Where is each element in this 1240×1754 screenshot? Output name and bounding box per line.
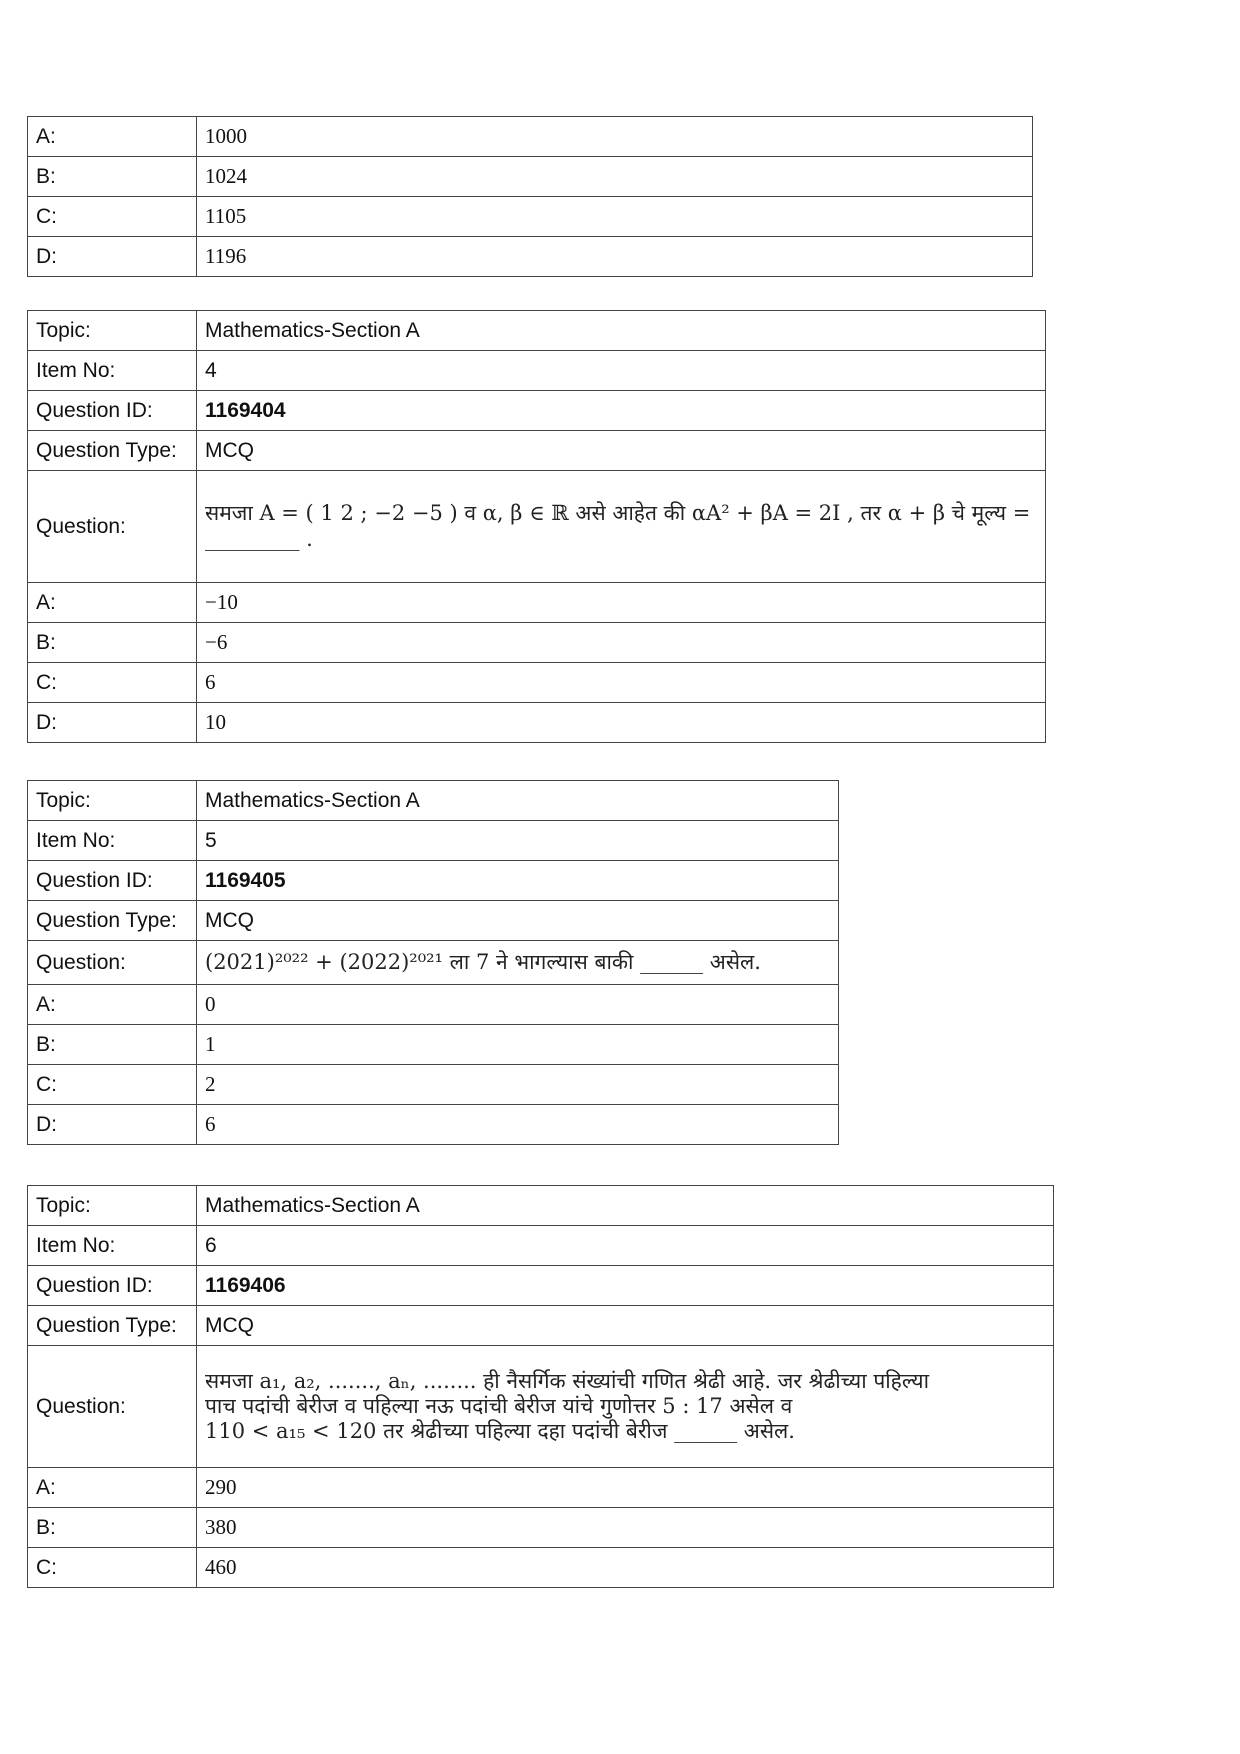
question-type-value: MCQ <box>197 431 1046 471</box>
option-row <box>28 1468 1054 1508</box>
option-value: 1196 <box>197 237 1033 277</box>
option-label: D: <box>28 237 197 277</box>
item-no-row <box>28 821 839 861</box>
question-type-label: Question Type: <box>28 431 197 471</box>
question-id-row <box>28 1266 1054 1306</box>
question-line: पाच पदांची बेरीज व पहिल्या नऊ पदांची बेरीज यांचे गुणोत्तर 5 : 17 असेल व <box>205 1393 793 1418</box>
option-value: 2 <box>197 1065 839 1105</box>
option-value: 10 <box>197 703 1046 743</box>
topic-row <box>28 311 1046 351</box>
option-label: A: <box>28 583 197 623</box>
option-label: A: <box>28 117 197 157</box>
question-row <box>28 1346 1054 1468</box>
question-id-row <box>28 391 1046 431</box>
question-text <box>197 1346 1054 1468</box>
question-id-label: Question ID: <box>28 1266 197 1306</box>
option-row <box>28 583 1046 623</box>
option-label: C: <box>28 663 197 703</box>
question-text: (2021)²⁰²² + (2022)²⁰²¹ ला 7 ने भागल्यास बाकी ______ असेल. <box>197 941 839 985</box>
topic-row <box>28 1186 1054 1226</box>
option-row <box>28 237 1033 277</box>
option-label: B: <box>28 157 197 197</box>
options-table-previous <box>27 116 1033 277</box>
option-label: C: <box>28 1548 197 1588</box>
option-value: −10 <box>197 583 1046 623</box>
option-value: 1024 <box>197 157 1033 197</box>
option-row <box>28 1548 1054 1588</box>
question-id-label: Question ID: <box>28 391 197 431</box>
option-label: D: <box>28 703 197 743</box>
option-row <box>28 117 1033 157</box>
question-text <box>197 471 1046 583</box>
topic-label: Topic: <box>28 781 197 821</box>
option-label: D: <box>28 1105 197 1145</box>
question-label: Question: <box>28 1346 197 1468</box>
item-no-row <box>28 1226 1054 1266</box>
option-label: A: <box>28 1468 197 1508</box>
question-type-label: Question Type: <box>28 901 197 941</box>
item-no-value: 5 <box>197 821 839 861</box>
answer-blank: _________ . <box>205 526 313 551</box>
question-type-row <box>28 901 839 941</box>
question-type-label: Question Type: <box>28 1306 197 1346</box>
option-value: 1 <box>197 1025 839 1065</box>
topic-value: Mathematics-Section A <box>197 1186 1054 1226</box>
option-label: B: <box>28 1025 197 1065</box>
question-row <box>28 471 1046 583</box>
question-row <box>28 941 839 985</box>
topic-label: Topic: <box>28 311 197 351</box>
option-value: 0 <box>197 985 839 1025</box>
question-type-row <box>28 1306 1054 1346</box>
option-row <box>28 703 1046 743</box>
question-line: 110 < a₁₅ < 120 तर श्रेढीच्या पहिल्या दहा पदांची बेरीज ______ असेल. <box>205 1419 795 1444</box>
question-id-value: 1169404 <box>197 391 1046 431</box>
question-type-value: MCQ <box>197 901 839 941</box>
item-no-value: 6 <box>197 1226 1054 1266</box>
question-type-value: MCQ <box>197 1306 1054 1346</box>
item-no-row <box>28 351 1046 391</box>
option-value: 460 <box>197 1548 1054 1588</box>
option-value: −6 <box>197 623 1046 663</box>
option-label: A: <box>28 985 197 1025</box>
question-table-6 <box>27 1185 1054 1588</box>
option-value: 6 <box>197 663 1046 703</box>
option-row <box>28 663 1046 703</box>
option-row <box>28 985 839 1025</box>
option-value: 380 <box>197 1508 1054 1548</box>
question-id-label: Question ID: <box>28 861 197 901</box>
option-row <box>28 157 1033 197</box>
option-row <box>28 1065 839 1105</box>
question-id-value: 1169405 <box>197 861 839 901</box>
topic-label: Topic: <box>28 1186 197 1226</box>
topic-value: Mathematics-Section A <box>197 311 1046 351</box>
topic-row <box>28 781 839 821</box>
option-value: 1105 <box>197 197 1033 237</box>
question-table-5 <box>27 780 839 1145</box>
item-no-value: 4 <box>197 351 1046 391</box>
option-row <box>28 1508 1054 1548</box>
option-label: B: <box>28 623 197 663</box>
option-label: B: <box>28 1508 197 1548</box>
item-no-label: Item No: <box>28 821 197 861</box>
item-no-label: Item No: <box>28 351 197 391</box>
option-value: 1000 <box>197 117 1033 157</box>
option-row <box>28 623 1046 663</box>
option-value: 290 <box>197 1468 1054 1508</box>
option-row <box>28 1025 839 1065</box>
option-row <box>28 197 1033 237</box>
question-line: समजा A = ( 1 2 ; −2 −5 ) व α, β ∈ ℝ असे आहेत की αA² + βA = 2I , तर α + β चे मूल्य = <box>205 501 1031 526</box>
option-value: 6 <box>197 1105 839 1145</box>
question-id-value: 1169406 <box>197 1266 1054 1306</box>
question-label: Question: <box>28 941 197 985</box>
option-label: C: <box>28 197 197 237</box>
option-label: C: <box>28 1065 197 1105</box>
option-row <box>28 1105 839 1145</box>
topic-value: Mathematics-Section A <box>197 781 839 821</box>
question-table-4 <box>27 310 1046 743</box>
item-no-label: Item No: <box>28 1226 197 1266</box>
question-id-row <box>28 861 839 901</box>
question-label: Question: <box>28 471 197 583</box>
question-line: समजा a₁, a₂, ......., aₙ, ........ ही नैसर्गिक संख्यांची गणित श्रेढी आहे. जर श्रेढीच्या पहिल्या <box>205 1368 930 1393</box>
question-type-row <box>28 431 1046 471</box>
